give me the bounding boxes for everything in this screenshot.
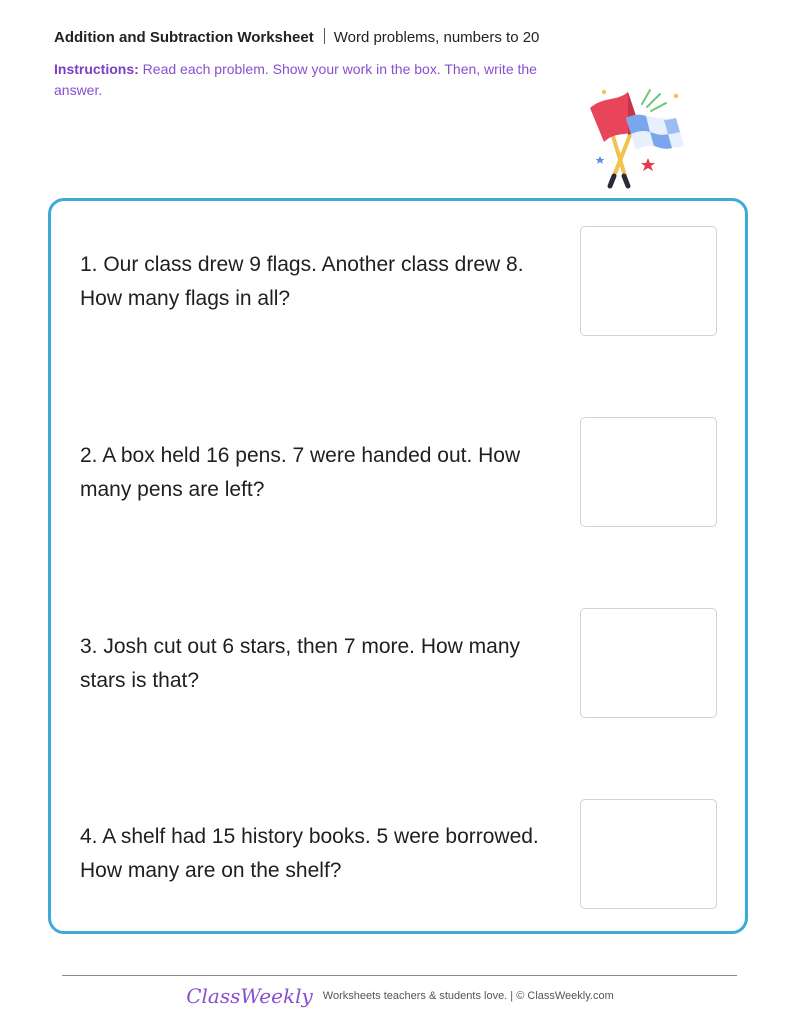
problem-4-text: 4. A shelf had 15 history books. 5 were borrowed. How many are on the shelf? xyxy=(80,825,539,882)
brand-logo: ClassWeekly xyxy=(186,984,313,1008)
star-icon xyxy=(596,156,605,164)
answer-box-2[interactable] xyxy=(580,417,717,527)
problem-2-text: 2. A box held 16 pens. 7 were handed out. How many pens are left? xyxy=(80,444,521,501)
crossed-flags-icon xyxy=(580,80,690,192)
instructions xyxy=(54,59,554,101)
header-divider xyxy=(324,28,325,44)
confetti-streak-icon xyxy=(651,103,666,111)
problem-1-text: 1. Our class drew 9 flags. Another class drew 8. How many flags in all? xyxy=(80,253,524,310)
worksheet-subtitle: Word problems, numbers to 20 xyxy=(333,29,540,46)
confetti-dot-icon xyxy=(602,90,606,94)
answer-box-3[interactable] xyxy=(580,608,717,718)
footer-divider xyxy=(62,975,737,976)
star-icon xyxy=(641,158,655,171)
footer-tagline: Worksheets teachers & students love. | © ClassWeekly.com xyxy=(322,990,614,1002)
confetti-streak-icon xyxy=(647,94,660,107)
instructions-label: Instructions: xyxy=(54,61,139,77)
problem-3-text: 3. Josh cut out 6 stars, then 7 more. How many stars is that? xyxy=(80,635,521,692)
worksheet-title: Addition and Subtraction Worksheet xyxy=(54,29,314,46)
answer-box-1[interactable] xyxy=(580,226,717,336)
instructions-text: Read each problem. Show your work in the box. Then, write the answer. xyxy=(54,61,537,98)
answer-box-4[interactable] xyxy=(580,799,717,909)
confetti-dot-icon xyxy=(674,94,678,98)
confetti-streak-icon xyxy=(642,90,650,104)
footer xyxy=(0,984,800,1008)
worksheet-header xyxy=(54,28,539,48)
